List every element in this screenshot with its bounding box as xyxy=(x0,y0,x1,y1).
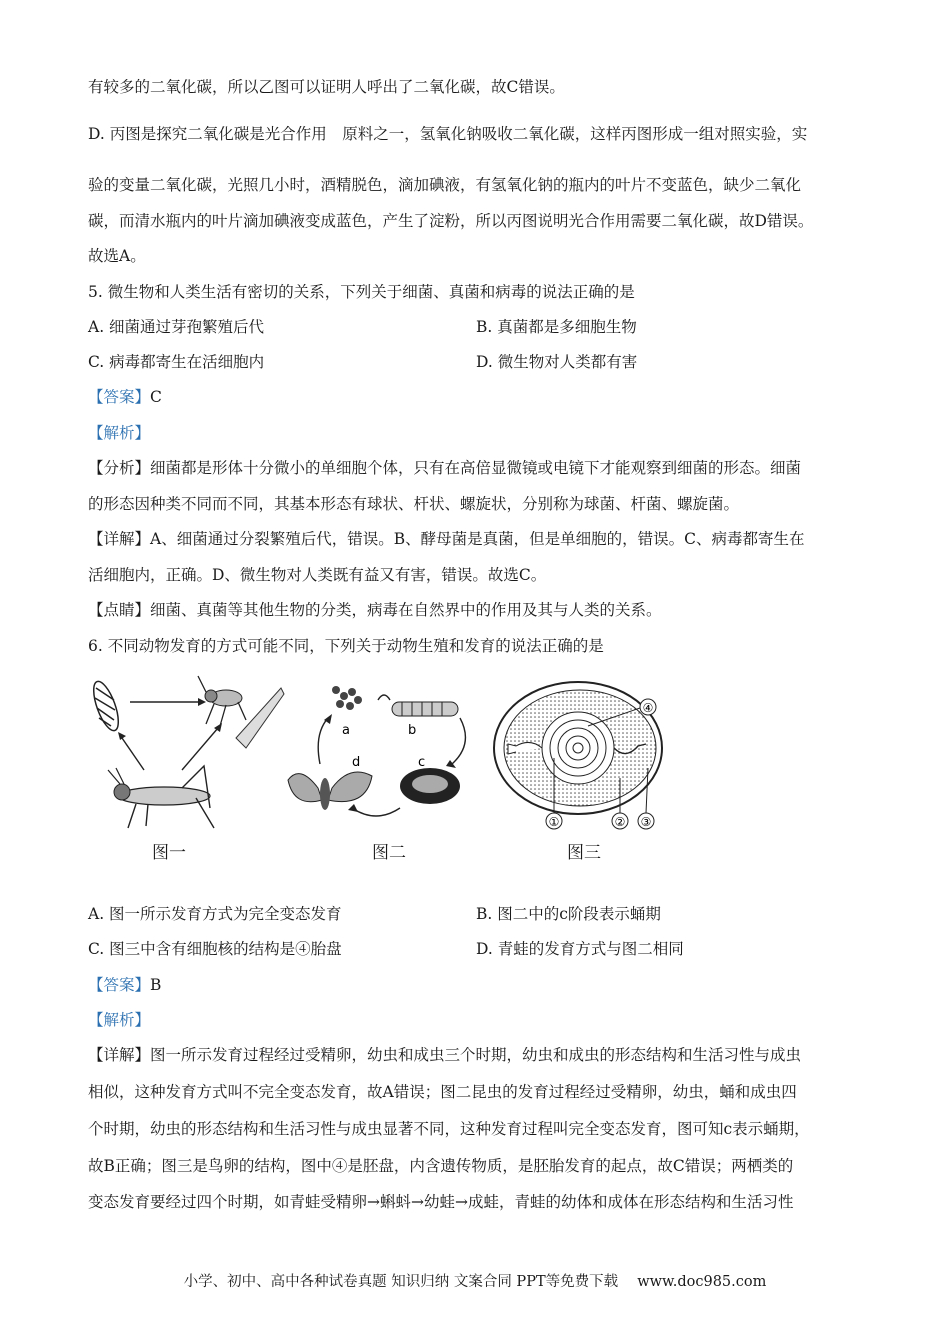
option-b: B. 图二中的c阶段表示蛹期 xyxy=(476,905,661,923)
figure-2-caption: 图二 xyxy=(372,843,406,863)
larva-icon xyxy=(392,702,458,716)
option-c: C. 病毒都寄生在活细胞内 xyxy=(88,353,265,371)
label-2: ② xyxy=(614,815,626,829)
analysis-tag: 【解析】 xyxy=(88,1011,151,1029)
figure-3-bird-egg xyxy=(486,668,666,838)
fenxi-tag: 【分析】 xyxy=(88,459,151,477)
egg-cluster-icon xyxy=(332,686,362,710)
text-line: D. 丙图是探究二氧化碳是光合作用 原料之一，氢氧化钠吸收二氧化碳，这样丙图形成一组对照实验，实 xyxy=(88,125,808,143)
figure-1-caption: 图一 xyxy=(152,843,186,863)
xiangjie-tag: 【详解】 xyxy=(88,1046,151,1064)
moth-icon xyxy=(288,772,372,810)
question-stem: 6. 不同动物发育的方式可能不同，下列关于动物生殖和发育的说法正确的是 xyxy=(88,637,604,655)
stage-label-b: b xyxy=(408,723,417,738)
stage-label-c: c xyxy=(418,755,426,770)
answer-value: B xyxy=(150,976,162,994)
page-footer: 小学、初中、高中各种试卷真题 知识归纳 文案合同 PPT等免费下载 www.doc985.com xyxy=(183,1274,767,1290)
figure-3-caption: 图三 xyxy=(567,843,601,863)
text-line: 个时期，幼虫的形态结构和生活习性与成虫显著不同，这种发育过程叫完全变态发育，图可知c表示蛹期， xyxy=(88,1120,810,1138)
dianjing-tag: 【点睛】 xyxy=(88,601,151,619)
yolk xyxy=(542,712,614,784)
xiangjie-line: 【详解】A、细菌通过分裂繁殖后代，错误。B、酵母菌是真菌，但是单细胞的，错误。C、病毒都寄生在 xyxy=(88,530,805,548)
stage-label-d: d xyxy=(352,755,361,770)
answer-line xyxy=(88,387,162,407)
dianjing-line: 【点睛】细菌、真菌等其他生物的分类，病毒在自然界中的作用及其与人类的关系。 xyxy=(88,601,662,619)
text-line: 验的变量二氧化碳，光照几小时，酒精脱色，滴加碘液，有氢氧化钠的瓶内的叶片不变蓝色，缺少二氧化 xyxy=(88,176,802,194)
answer-value: C xyxy=(150,388,162,406)
egg-icon xyxy=(89,678,124,733)
adult-grasshopper-icon xyxy=(108,766,214,828)
text-line: 故选A。 xyxy=(88,247,146,265)
text-line: 故B正确；图三是鸟卵的结构，图中④是胚盘，内含遗传物质，是胚胎发育的起点，故C错误；两栖类的 xyxy=(88,1157,794,1175)
text-line: 的形态因种类不同而不同，其基本形态有球状、杆状、螺旋状，分别称为球菌、杆菌、螺旋菌。 xyxy=(88,495,740,513)
xiangjie-line: 【详解】图一所示发育过程经过受精卵，幼虫和成虫三个时期，幼虫和成虫的形态结构和生活习性与成虫 xyxy=(88,1046,802,1064)
fenxi-line: 【分析】细菌都是形体十分微小的单细胞个体，只有在高倍显微镜或电镜下才能观察到细菌的形态。细菌 xyxy=(88,459,802,477)
option-d: D. 青蛙的发育方式与图二相同 xyxy=(476,940,684,958)
label-1: ① xyxy=(548,815,560,829)
text-line: 活细胞内，正确。D、微生物对人类既有益又有害，错误。故选C。 xyxy=(88,566,547,584)
stage-label-a: a xyxy=(342,723,350,738)
option-b: B. 真菌都是多细胞生物 xyxy=(476,318,637,336)
pupa-icon xyxy=(400,768,460,804)
xiangjie-tag: 【详解】 xyxy=(88,530,151,548)
text-line: 相似，这种发育方式叫不完全变态发育，故A错误；图二昆虫的发育过程经过受精卵，幼虫，蛹和成虫四 xyxy=(88,1083,797,1101)
option-a: A. 细菌通过芽孢繁殖后代 xyxy=(88,318,265,336)
text-line: 有较多的二氧化碳，所以乙图可以证明人呼出了二氧化碳，故C错误。 xyxy=(88,78,565,96)
label-4: ④ xyxy=(642,701,654,715)
text-line: 碳，而清水瓶内的叶片滴加碘液变成蓝色，产生了淀粉，所以丙图说明光合作用需要二氧化碳，故D错误。 xyxy=(88,212,814,230)
option-a: A. 图一所示发育方式为完全变态发育 xyxy=(88,905,342,923)
figure-1-grasshopper-development xyxy=(86,668,286,838)
analysis-tag: 【解析】 xyxy=(88,424,151,442)
text-line: 变态发育要经过四个时期，如青蛙受精卵→蝌蚪→幼蛙→成蛙，青蛙的幼体和成体在形态结构和生活习性 xyxy=(88,1193,794,1211)
answer-line xyxy=(88,975,161,995)
option-d: D. 微生物对人类都有害 xyxy=(476,353,638,371)
answer-tag: 【答案】 xyxy=(88,388,151,406)
option-c: C. 图三中含有细胞核的结构是④胎盘 xyxy=(88,940,342,958)
figure-2-silkworm-cycle xyxy=(280,668,480,838)
question-stem: 5. 微生物和人类生活有密切的关系，下列关于细菌、真菌和病毒的说法正确的是 xyxy=(88,283,635,301)
answer-tag: 【答案】 xyxy=(88,976,151,994)
label-3: ③ xyxy=(640,815,652,829)
